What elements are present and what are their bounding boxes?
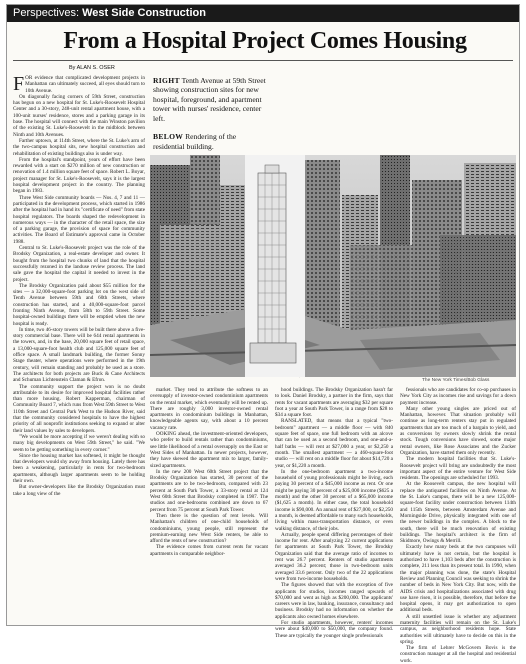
column-text bbox=[400, 387, 516, 664]
cityscape-illustration bbox=[150, 155, 516, 377]
article-paragraph: The community support the project won is no doubt attributable to its desire for improved hospital facilities rather than more housing. Robert Kapperman, chairman of Community Board 7, which runs from West 59th Street to West 110th Street and Central Park West to the Hudson River, said that the community considered hospitals to have the highest priority of all nonprofit institutions seeking to expand or alter their land values by sales to developers. bbox=[13, 383, 145, 434]
article-column-1 bbox=[13, 75, 145, 623]
article-paragraph: Then there is the question of rent levels. Will Manhattan's children of one-child households of condominiums, young people, still represent the premium-earning new West Side renters, be able to afford the rents of new construction? bbox=[150, 512, 268, 545]
article-paragraph: In the new 200 West 60th Street project that the Brodsky Organization has started, 30 percent of the apartments are to be two-bedroom, compared with 23 percent at South Park Tower, a 33-story rental at 124 West 60th Street that Brodsky completed in 1987. The studios and one-bedrooms combined are down to 67 percent from 75 percent at South Park Tower. bbox=[150, 468, 268, 513]
article-paragraph: Farther uptown, at 114th Street, where the St. Luke's arm of the two-campus hospital sits, new hospital construction and rehabilitation of existing buildings also is under way. bbox=[13, 137, 145, 157]
photo-credit: The New York Times/Bob Glass bbox=[422, 378, 490, 383]
article-paragraph: The modern hospital facilities that St. Luke's-Roosevelt project will bring are undoubtedly the most important aspect of the entire venture for West Side residents. The openings are scheduled for 1993. bbox=[400, 456, 516, 482]
article-paragraph: In time, two 46-story towers will be built there above a five-story commercial base. There will be 644 rental apartments in the towers, and, in the base, 20,000 square feet of retail space, a 13,000-square-foot health club and 125,000 square feet of office space. A small landmark building, the former Sonny Stage theater, where operations were performed in the 19th century, will remain standing and probably be used as a store. The architects for both projects are Buck & Cane Architects and Schuman Lichtenstein Claman & Efron. bbox=[13, 326, 145, 384]
article-column-4 bbox=[400, 387, 516, 664]
column-text bbox=[13, 75, 145, 497]
article-paragraph: The evidence comes from current rents for vacant apartments in comparable neighbor- bbox=[150, 544, 268, 557]
caption-below-text: Rendering of the residential building. bbox=[153, 132, 237, 151]
article-paragraph: RANSLATED, that means that a typical "two-bedroom" apartment — a middle floor — with 840 square feet of space, one full bedroom with an alcove that can be used as a second bedroom, and one-and-a-half baths — will rent at $27,000 a year, or $2,250 a month. The smallest apartment — a 460-square-foot studio — will rent on a middle floor for about $14,720 a year, or $1,220 a month. bbox=[275, 418, 393, 469]
headline: From a Hospital Project Comes Housing bbox=[63, 28, 467, 54]
rubric-section: Perspectives: bbox=[13, 7, 80, 19]
article-paragraph: Many other young singles are priced out of Manhattan, however. That situation probably will continue as long-term renters stay put in regulated apartments that are too much of a bargain to yield, and as conversions by owners slowly shrink the rental stock. Tough conversions have slowed, some major rental owners, like Rose Associates and the Zucker Organization, have started them only recently. bbox=[400, 405, 516, 456]
article-paragraph: Central to St. Luke's-Roosevelt project was the role of the Brodsky Organization, a real-estate developer and owner. It bought from the hospital two chunks of land that the hospital successfully rezoned in the landuse review process. The land sale gave the hospital the capital it needed to invest in the project. bbox=[13, 245, 145, 283]
caption-below-label: BELOW bbox=[153, 132, 184, 142]
article-paragraph: On diagonally facing corners of 59th Street, construction has begun on a new hospital for St. Luke's-Roosevelt Hospital Center and a 30-story, 248-unit rental apartment house, with a 100-unit nurses' residence, stores and a parking garage in its base. The hospital will connect with the main Winston pavilion of the existing St. Luke's-Roosevelt in the midblock between Ninth and 10th Avenues. bbox=[13, 93, 145, 138]
caption-right-label: RIGHT bbox=[153, 76, 180, 85]
newspaper-page bbox=[6, 4, 520, 664]
column-text bbox=[150, 387, 268, 557]
headline-rule bbox=[13, 60, 513, 61]
drop-cap: F bbox=[13, 73, 25, 95]
article-paragraph: At the Roosevelt campus, the new hospital will replace the antiquated facilities on Ninth Avenue. At the St. Luke's campus, there will be a new 125,000-square-foot facility under construction between 114th and 115th Streets, between Amsterdam Avenue and Morningside Drive, physically integrated with one of the newer buildings in the complex. A block to the south, there will be much renovation of existing buildings. The hospital's architect is the firm of Skidmore, Owings & Merrill. bbox=[400, 481, 516, 545]
article-paragraph: The Brodsky Organization paid about $55 million for the sites — a 32,000-square-foot parking lot on the west side of Tenth Avenue between 59th and 60th Streets, where construction has started, and a 40,000-square-foot parcel fronting Ninth Avenue, from 58th to 59th Street. Some hospital-owned buildings there will be emptied when the new hospital is ready. bbox=[13, 282, 145, 327]
article-paragraph: OR evidence that complicated development projects in Manhattan can ultimately succeed, all eyes should turn to 10th Avenue. bbox=[25, 75, 145, 94]
article-paragraph: Three West Side community boards — Nos. 4, 7 and 11 — participated in the development process, which started in 1986 after the hospital had in hand its "certificate of need" from state hospital regulators. The boards shaped the redevelopment in numerous ways — in the character of the retail space, the size of a parking garage, the provision of space for community activities. The Board of Estimate's approval came in October 1988. bbox=[13, 194, 145, 245]
article-paragraph: From the hospital's standpoint, years of effort have been rewarded with a start on $270 million of new construction or renovation of 1.4 million square feet of space. Robert L. Boyar, project manager for St. Luke's-Roosevelt, says it is the largest hospital development project in the country. The planning began in 1983. bbox=[13, 156, 145, 195]
rubric-topic: West Side Construction bbox=[82, 7, 206, 19]
article-paragraph: hood buildings. The Brodsky Organization hasn't far to look. Daniel Brodsky, a partner in the firm, says that rents for vacant apartments are averaging $32 per square foot a year at South Park Tower, in a range from $28 to $34 a square foot. bbox=[275, 387, 393, 419]
article-paragraph: Actually, people spend differing percentages of their income for rent. After analyzing 22 current applications for apartments at South Park Tower, the Brodsky Organization said that the average ratio of incomes to rent was 26.7 percent. Renters of studio apartments averaged 36.2 percent; those in two-bedroom units averaged 33.6 percent. Only two of the 22 applications were from two-income households. bbox=[275, 531, 393, 582]
article-paragraph: Exactly how many beds at the two campuses will ultimately have is not certain, but the hospital is authorized to have 1,103 beds after the construction is complete, 211 less than its present total. In 1990, when the major planning was done, the state's Hospital Review and Planning Council was seeking to shrink the number of beds in New York City. But now, with the AIDS crisis and hospitalizations associated with drug use have risen, it is possible, therefore, that before the hospital opens, it may get authorization to open additional beds. bbox=[400, 544, 516, 614]
article-paragraph: For studio apartments, however, renters' incomes were about $40,000 to $50,000, the company found. These are typically the younger single professionals bbox=[275, 619, 393, 639]
construction-photo bbox=[150, 155, 516, 377]
article-paragraph: But owner-developers like the Brodsky Organization must take a long view of the bbox=[13, 484, 145, 497]
article-paragraph: fessionals who are candidates for co-op purchases in New York City as incomes rise and savings for a down payment increase. bbox=[400, 387, 516, 406]
section-rubric bbox=[7, 5, 519, 22]
article-paragraph: OOKING ahead, the investment-oriented developers, who prefer to build rentals rather than condominiums, see little likelihood of a rental oversupply on the East or West Sides of Manhattan. In newer projects, however, they have skewed the apartment mix to larger, family-sized apartments. bbox=[150, 431, 268, 469]
byline: By ALAN S. OSER bbox=[69, 65, 115, 71]
article-paragraph: In the one-bedroom apartment a two-income household of young professionals might be living, each paying 30 percent of a $45,000 income as rent. Or one might be paying 30 percent of a $25,000 income ($625 a month) and the other 30 percent of a $65,000 income ($1,625 a month). In either case, the total household income is $90,000. An annual rent of $27,000, or $2,250 a month, is deemed affordable to many such households, living within mass-transportation distance, or even walking distance, of their jobs. bbox=[275, 468, 393, 532]
article-paragraph: "We would be more accepting if we weren't dealing with so many big developments on West 59th Street," he said. "We seem to be getting something in every corner." bbox=[13, 433, 145, 453]
article-paragraph: A still unsettled issue is whether any adjustment maternity facilities will remain on the St. Luke's campus, as neighborhood residents hope. State authorities will ultimately have to decide on this in the spring. bbox=[400, 613, 516, 645]
column-text bbox=[275, 387, 393, 639]
article-column-3 bbox=[275, 387, 393, 639]
article-paragraph: market. They tend to attribute the softness to an oversupply of investor-owned condominium apartments on the rental market, which eventually will be rented up. There are roughly 3,000 investor-owned rental apartments in condominium buildings in Manhattan, knowledgeable agents say, with about a 10 percent vacancy rate. bbox=[150, 387, 268, 431]
photo-caption bbox=[153, 76, 269, 151]
article-paragraph: The figures showed that with the exception of five applicants for studios, incomes ranged upwards of $70,000 and went as high as $200,000. The applicants' careers were in law, banking, insurance, consultancy and business. Brodsky had no information on whether the applicants also owned homes elsewhere. bbox=[275, 582, 393, 620]
article-paragraph: The firm of Lehrer McGovern Bovis is the construction manager at all the hospital and residential work. bbox=[400, 645, 516, 664]
caption-right-text: Tenth Avenue at 59th Street showing construction sites for new hospital, foreground, and apartment tower with nurses' residence, center left. bbox=[153, 76, 266, 123]
article-column-2 bbox=[150, 387, 268, 623]
article-paragraph: Since the housing market has softened, it might be thought that developers would shy away from housing. Lately there has been a weakening, particularly in rents for two-bedroom apartments, although larger apartments seem to be holding their own. bbox=[13, 452, 145, 484]
